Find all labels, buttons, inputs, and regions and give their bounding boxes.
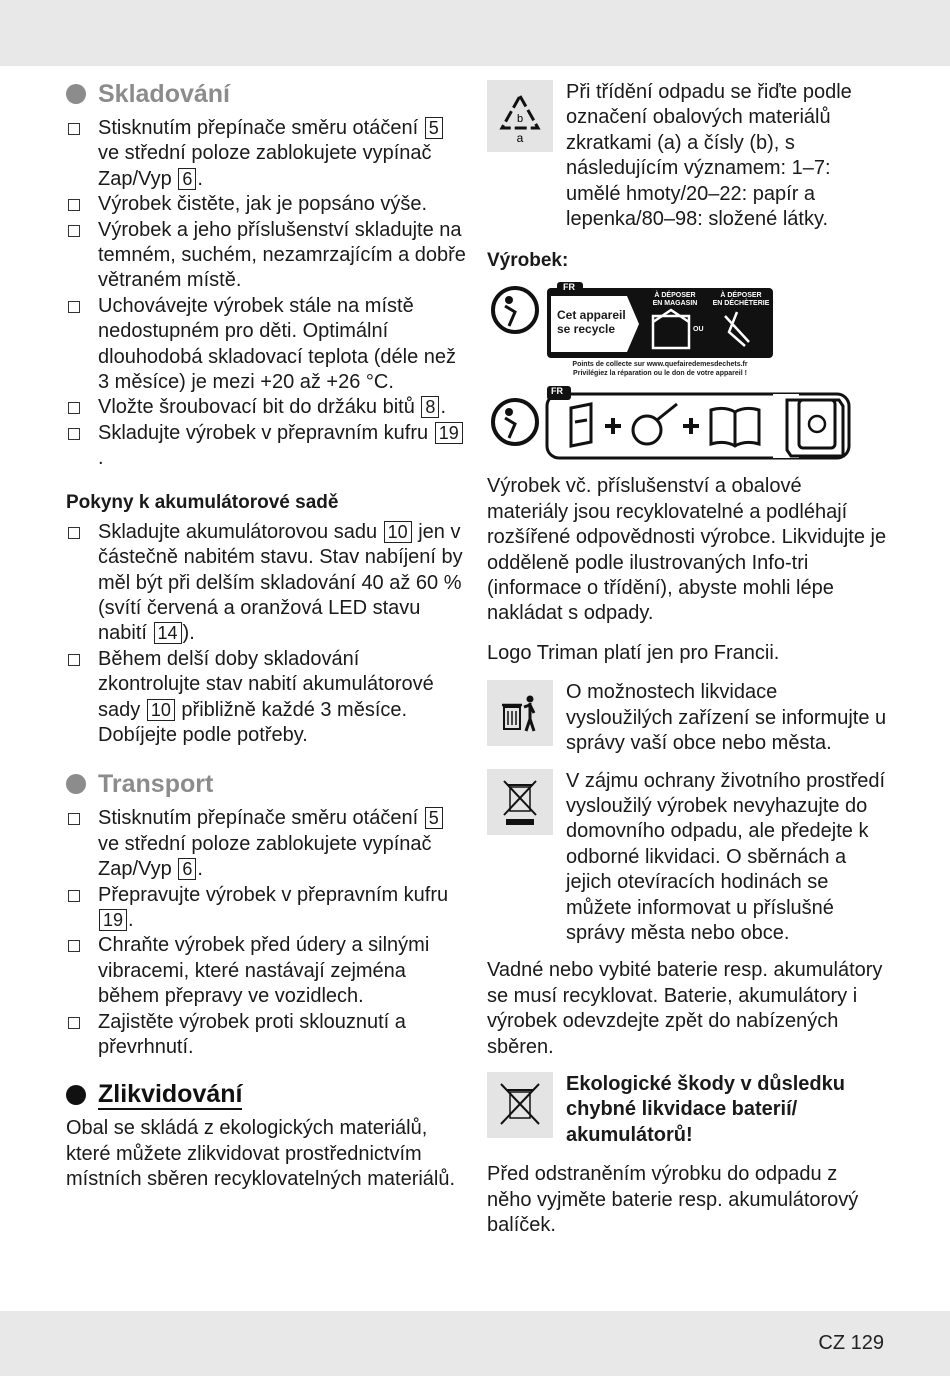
list-item: Výrobek a jeho příslušenství skladujte na temném, suchém, nezamrzajícím a dobře větraném místě.: [66, 218, 466, 294]
part-ref: 10: [147, 699, 175, 721]
section-bullet-icon: [66, 1085, 86, 1105]
section-disposal-heading: [66, 1080, 466, 1110]
crossed-bin-icon: [487, 769, 553, 835]
list-item: Uchovávejte výrobek stále na místě nedostupném pro děti. Optimální dlouhodobá skladovací teplota (déle než 3 měsíce) je mezi +20 až +26 °C.: [66, 294, 466, 396]
recycle-text: Při třídění odpadu se řiďte podle označení obalových materiálů zkratkami (a) a čísly (b), s následujícím významem: 1–7: umělé hmoty/20–22: papír a lepenka/80–98: složené látky.: [566, 81, 852, 231]
transport-list: [66, 806, 466, 1060]
list-item: Skladujte akumulátorovou sadu 10 jen v částečně nabitém stavu. Stav nabíjení by měl být při delším skladování 40 až 60 % (svítí červená a oranžová LED stavu nabití 14 ).: [66, 520, 466, 647]
section-storage-heading: [66, 78, 466, 110]
bin-info: [487, 680, 887, 756]
section-bullet-icon: [66, 774, 86, 794]
checkbox-icon: [68, 123, 80, 135]
triman-logo-2: [487, 386, 857, 462]
checkbox-icon: [68, 301, 80, 313]
part-ref: 8: [421, 396, 439, 418]
disposal-intro: Obal se skládá z ekologických materiálů, které můžete zlikvidovat prostřednictvím místních sběren recyklovatelných materiálů.: [66, 1117, 456, 1191]
eco-heading: Ekologické škody v důsledku chybné likvidace baterií/ akumulátorů!: [566, 1072, 845, 1146]
checkbox-icon: [68, 402, 80, 414]
triman-points: Points de collecte sur www.quefairedemesdechets.fr Privilégiez la réparation ou le don de votre appareil !: [572, 361, 748, 378]
triman-fr-tag: FR: [563, 282, 575, 293]
recycle-a-label: a: [516, 131, 524, 144]
checkbox-icon: [68, 199, 80, 211]
checkbox-icon: [68, 654, 80, 666]
triman-dep1a: À DÉPOSER: [654, 292, 696, 300]
crossed-battery-bin-icon: [487, 1072, 553, 1138]
list-item: Stisknutím přepínače směru otáčení 5 ve střední poloze zablokujete vypínač Zap/Vyp 6 .: [66, 806, 466, 882]
list-item: Stisknutím přepínače směru otáčení 5 ve střední poloze zablokujete vypínač Zap/Vyp 6 .: [66, 116, 466, 192]
eco-warning: [487, 1072, 887, 1148]
part-ref: 14: [154, 622, 182, 644]
storage-list: [66, 116, 466, 472]
header-band: [0, 0, 950, 66]
recycle-info: [487, 80, 887, 232]
triman-logo-1: [487, 282, 787, 382]
triman-dep2b: EN DÉCHÈTERIE: [712, 300, 770, 308]
left-column: [66, 78, 466, 1193]
list-item: Vložte šroubovací bit do držáku bitů 8 .: [66, 395, 466, 420]
section-title: Skladování: [98, 80, 230, 108]
list-item: Zajistěte výrobek proti sklouznutí a převrhnutí.: [66, 1010, 466, 1061]
checkbox-icon: [68, 428, 80, 440]
product-label: Výrobek:: [487, 250, 569, 272]
list-item: Výrobek čistěte, jak je popsáno výše.: [66, 192, 466, 217]
paragraph: Výrobek vč. příslušenství a obalové materiály jsou recyklovatelné a podléhají rozšířené odpovědnosti výrobce. Likvidujte je odděleně podle ilustrovaných Info-tri (informace o třídění), abyste mohli lépe nakládat s odpady.: [487, 475, 887, 625]
paragraph: Logo Triman platí jen pro Francii.: [487, 641, 780, 664]
checkbox-icon: [68, 890, 80, 902]
triman-cet: Cet appareil: [557, 308, 626, 323]
battery-list: [66, 520, 466, 749]
section-title: Transport: [98, 770, 214, 799]
footer-band: [0, 1311, 950, 1376]
checkbox-icon: [68, 225, 80, 237]
triman-dep2a: À DÉPOSER: [720, 292, 762, 300]
weee-info: [487, 769, 887, 947]
list-item: Chraňte výrobek před údery a silnými vibracemi, které nastávají zejména během přepravy ve vozidlech.: [66, 933, 466, 1009]
triman-se: se recycle: [557, 322, 616, 337]
list-item: Přepravujte výrobek v přepravním kufru 19 .: [66, 883, 466, 934]
battery-heading: Pokyny k akumulátorové sadě: [66, 491, 339, 513]
checkbox-icon: [68, 940, 80, 952]
bin-text: O možnostech likvidace vysloužilých zařízení se informujte u správy vaší obce nebo města.: [566, 681, 887, 755]
section-title: Zlikvidování: [98, 1080, 243, 1109]
part-ref: 10: [384, 521, 412, 543]
checkbox-icon: [68, 813, 80, 825]
triman-ou: OU: [693, 326, 704, 334]
part-ref: 5: [425, 807, 443, 829]
right-column: [487, 80, 887, 1238]
list-item: Během delší doby skladování zkontrolujte stav nabití akumulátorové sady 10 přibližně každé 3 měsíce. Dobíjejte podle potřeby.: [66, 647, 466, 749]
part-ref: 19: [99, 909, 127, 931]
trash-bin-icon: [487, 680, 553, 746]
weee-text: V zájmu ochrany životního prostředí vysloužilý výrobek nevyhazujte do domovního odpadu, ale předejte k odborné likvidaci. O sběrnách a jejich otevíracích hodinách se můžete informovat u příslušné správy města nebo obce.: [566, 769, 886, 944]
part-ref: 6: [178, 168, 196, 190]
list-item: Skladujte výrobek v přepravním kufru 19.: [66, 421, 466, 472]
recycle-b-label: b: [516, 113, 524, 125]
section-bullet-icon: [66, 84, 86, 104]
checkbox-icon: [68, 1017, 80, 1029]
part-ref: 19: [435, 422, 463, 444]
triman-fr-tag-2: FR: [551, 386, 563, 397]
recycle-icon: [487, 80, 553, 152]
section-transport-heading: [66, 768, 466, 800]
part-ref: 6: [178, 858, 196, 880]
triman-dep1b: EN MAGASIN: [652, 300, 698, 308]
paragraph: Vadné nebo vybité baterie resp. akumulátory se musí recyklovat. Baterie, akumulátory i výrobek odevzdejte zpět do nabízených sběren.: [487, 959, 883, 1058]
checkbox-icon: [68, 527, 80, 539]
paragraph: Před odstraněním výrobku do odpadu z něho vyjměte baterie resp. akumulátorový balíček.: [487, 1163, 859, 1236]
page-number: CZ 129: [818, 1332, 884, 1354]
part-ref: 5: [425, 117, 443, 139]
